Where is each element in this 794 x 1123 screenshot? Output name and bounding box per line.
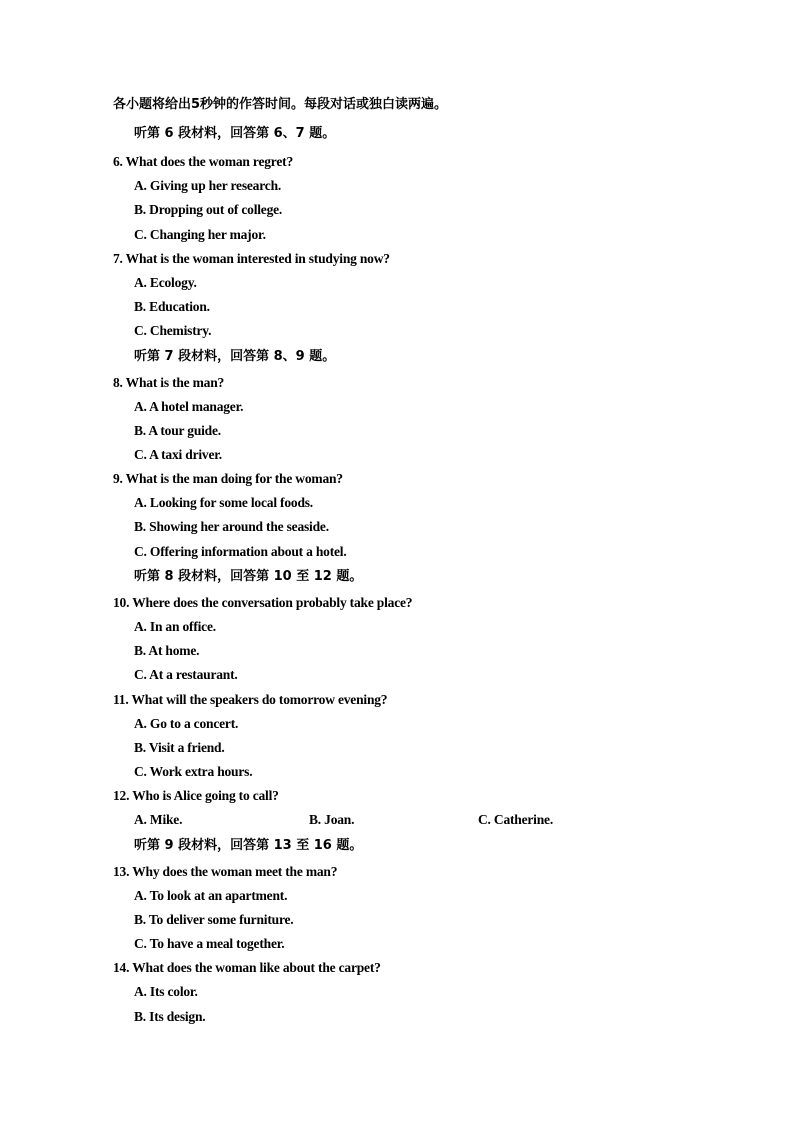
section-heading: 听第 8 段材料，回答第 10 至 12 题。 bbox=[134, 569, 363, 584]
question-10-option-a: A. In an office. bbox=[134, 619, 216, 634]
question-7: 7. What is the woman interested in studying now? bbox=[113, 251, 390, 266]
question-13: 13. Why does the woman meet the man? bbox=[113, 864, 338, 879]
question-9-option-a: A. Looking for some local foods. bbox=[134, 495, 313, 510]
question-6-option-a: A. Giving up her research. bbox=[134, 178, 282, 193]
question-12-option-a: A. Mike. bbox=[134, 812, 183, 827]
question-8-option-b: B. A tour guide. bbox=[134, 423, 221, 438]
question-9-option-b: B. Showing her around the seaside. bbox=[134, 519, 329, 534]
question-7-option-c: C. Chemistry. bbox=[134, 323, 212, 338]
question-14-option-b: B. Its design. bbox=[134, 1009, 206, 1024]
question-7-option-b: B. Education. bbox=[134, 299, 210, 314]
intro-text: 各小题将给出5秒钟的作答时间。每段对话或独白读两遍。 bbox=[113, 97, 448, 112]
question-6-option-c: C. Changing her major. bbox=[134, 227, 266, 242]
question-8: 8. What is the man? bbox=[113, 375, 225, 390]
question-12: 12. Who is Alice going to call? bbox=[113, 788, 279, 803]
question-13-option-c: C. To have a meal together. bbox=[134, 936, 285, 951]
question-7-option-a: A. Ecology. bbox=[134, 275, 197, 290]
question-9-option-c: C. Offering information about a hotel. bbox=[134, 544, 347, 559]
question-11-option-c: C. Work extra hours. bbox=[134, 764, 253, 779]
question-13-option-b: B. To deliver some furniture. bbox=[134, 912, 294, 927]
section-heading: 听第 6 段材料，回答第 6、7 题。 bbox=[134, 126, 336, 141]
question-14: 14. What does the woman like about the carpet? bbox=[113, 960, 381, 975]
question-10-option-c: C. At a restaurant. bbox=[134, 667, 238, 682]
question-12-option-b: B. Joan. bbox=[309, 812, 355, 827]
section-heading: 听第 7 段材料，回答第 8、9 题。 bbox=[134, 349, 336, 364]
question-8-option-a: A. A hotel manager. bbox=[134, 399, 244, 414]
question-9: 9. What is the man doing for the woman? bbox=[113, 471, 343, 486]
question-6: 6. What does the woman regret? bbox=[113, 154, 293, 169]
question-10: 10. Where does the conversation probably take place? bbox=[113, 595, 413, 610]
question-14-option-a: A. Its color. bbox=[134, 984, 198, 999]
question-6-option-b: B. Dropping out of college. bbox=[134, 202, 283, 217]
question-11-option-a: A. Go to a concert. bbox=[134, 716, 239, 731]
question-12-option-c: C. Catherine. bbox=[478, 812, 554, 827]
question-11-option-b: B. Visit a friend. bbox=[134, 740, 225, 755]
question-10-option-b: B. At home. bbox=[134, 643, 200, 658]
section-heading: 听第 9 段材料，回答第 13 至 16 题。 bbox=[134, 838, 363, 853]
question-8-option-c: C. A taxi driver. bbox=[134, 447, 222, 462]
question-13-option-a: A. To look at an apartment. bbox=[134, 888, 288, 903]
question-11: 11. What will the speakers do tomorrow evening? bbox=[113, 692, 388, 707]
